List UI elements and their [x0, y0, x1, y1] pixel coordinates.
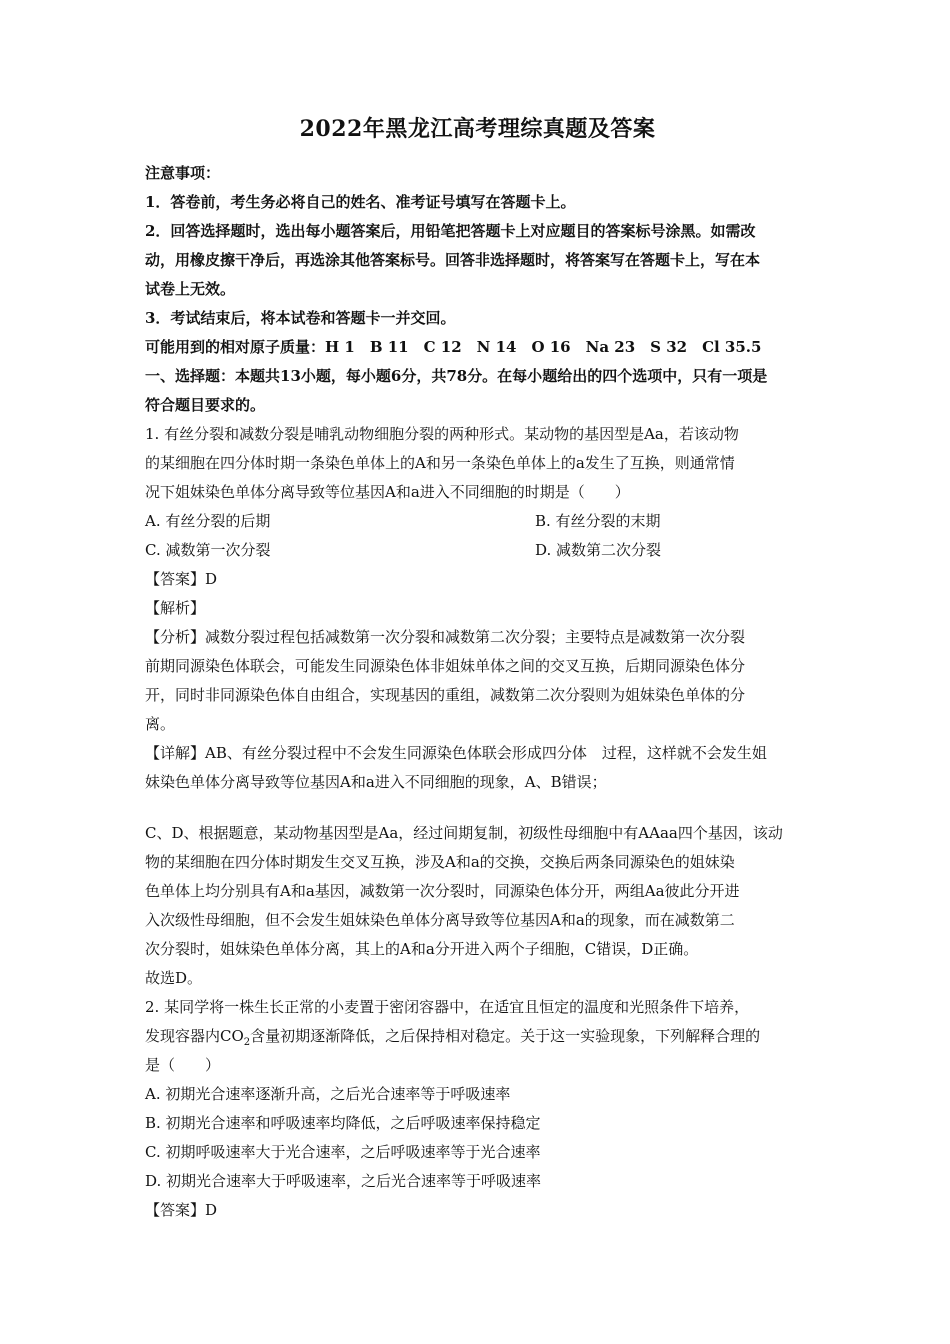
q1-option-b: B. 有丝分裂的末期 [535, 512, 661, 530]
q2-stem-part: 含量初期逐渐降低，之后保持相对稳定。关于这一实验现象，下列解释合理的 [250, 1027, 761, 1045]
q1-conclusion: 故选D。 [145, 969, 203, 987]
q1-detail2: 物的某细胞在四分体时期发生交叉互换，涉及A和a的交换，交换后两条同源染色的姐妹染 [145, 853, 735, 871]
q1-option-d: D. 减数第二次分裂 [535, 541, 662, 559]
q2-option-a: A. 初期光合速率逐渐升高，之后光合速率等于呼吸速率 [145, 1085, 511, 1103]
q2-answer: 【答案】D [145, 1201, 218, 1219]
q1-analysis-heading: 【解析】 [145, 599, 206, 617]
q1-detail: 【详解】AB、有丝分裂过程中不会发生同源染色体联会形成四分体 过程，这样就不会发生姐 [145, 744, 767, 762]
page-title: 2022年黑龙江高考理综真题及答案 [299, 116, 656, 142]
q2-option-c: C. 初期呼吸速率大于光合速率，之后呼吸速率等于光合速率 [145, 1143, 541, 1161]
q1-analysis: 离。 [145, 715, 176, 733]
section-heading-cont: 符合题目要求的。 [145, 396, 266, 414]
q1-analysis: 【分析】减数分裂过程包括减数第一次分裂和减数第二次分裂；主要特点是减数第一次分裂 [145, 628, 746, 646]
q1-answer: 【答案】D [145, 570, 218, 588]
q1-detail: 妹染色单体分离导致等位基因A和a进入不同细胞的现象，A、B错误； [145, 773, 607, 791]
q1-detail2: 次分裂时，姐妹染色单体分离，其上的A和a分开进入两个子细胞，C错误，D正确。 [145, 940, 699, 958]
q1-option-c: C. 减数第一次分裂 [145, 541, 271, 559]
q1-detail2: 入次级性母细胞，但不会发生姐妹染色单体分离导致等位基因A和a的现象，而在减数第二 [145, 911, 735, 929]
q1-detail2: C、D、根据题意，某动物基因型是Aa，经过间期复制，初级性母细胞中有AAaa四个基因，该动 [145, 824, 783, 842]
section-heading: 一、选择题：本题共13小题，每小题6分，共78分。在每小题给出的四个选项中，只有一项是 [145, 367, 768, 385]
q1-analysis: 开，同时非同源染色体自由组合，实现基因的重组，减数第二次分裂则为姐妹染色单体的分 [145, 686, 746, 704]
notice-item: 2．回答选择题时，选出每小题答案后，用铅笔把答题卡上对应题目的答案标号涂黑。如需改 [145, 222, 756, 240]
notice-item: 1．答卷前，考生务必将自己的姓名、准考证号填写在答题卡上。 [145, 193, 576, 211]
q2-stem-part: 发现容器内CO [145, 1027, 244, 1045]
q2-stem: 是（ ） [145, 1056, 221, 1074]
q1-stem: 1. 有丝分裂和减数分裂是哺乳动物细胞分裂的两种形式。某动物的基因型是Aa，若该动物 [145, 425, 739, 443]
q2-option-d: D. 初期光合速率大于呼吸速率，之后光合速率等于呼吸速率 [145, 1172, 542, 1190]
atomic-mass-line: 可能用到的相对原子质量：H 1 B 11 C 12 N 14 O 16 Na 23 S 32 Cl 35.5 [145, 338, 762, 356]
q1-analysis: 前期同源染色体联会，可能发生同源染色体非姐妹单体之间的交叉互换，后期同源染色体分 [145, 657, 746, 675]
q1-stem: 况下姐妹染色单体分离导致等位基因A和a进入不同细胞的时期是（ ） [145, 483, 630, 501]
q2-stem [145, 1022, 810, 1051]
co2-subscript: 2 [243, 1037, 251, 1048]
q1-option-a: A. 有丝分裂的后期 [145, 512, 271, 530]
q1-options-row2 [145, 536, 810, 565]
q1-options-row1 [145, 507, 810, 536]
notice-item: 动，用橡皮擦干净后，再选涂其他答案标号。回答非选择题时，将答案写在答题卡上，写在本 [145, 251, 761, 269]
q2-option-b: B. 初期光合速率和呼吸速率均降低，之后呼吸速率保持稳定 [145, 1114, 541, 1132]
notice-item: 3．考试结束后，将本试卷和答题卡一并交回。 [145, 309, 456, 327]
q1-detail2: 色单体上均分别具有A和a基因，减数第一次分裂时，同源染色体分开，两组Aa彼此分开进 [145, 882, 740, 900]
q1-stem: 的某细胞在四分体时期一条染色单体上的A和另一条染色单体上的a发生了互换，则通常情 [145, 454, 735, 472]
q2-stem: 2. 某同学将一株生长正常的小麦置于密闭容器中，在适宜且恒定的温度和光照条件下培养， [145, 998, 750, 1016]
notice-item: 试卷上无效。 [145, 280, 236, 298]
spacer [145, 797, 810, 819]
notice-heading: 注意事项： [145, 164, 221, 182]
